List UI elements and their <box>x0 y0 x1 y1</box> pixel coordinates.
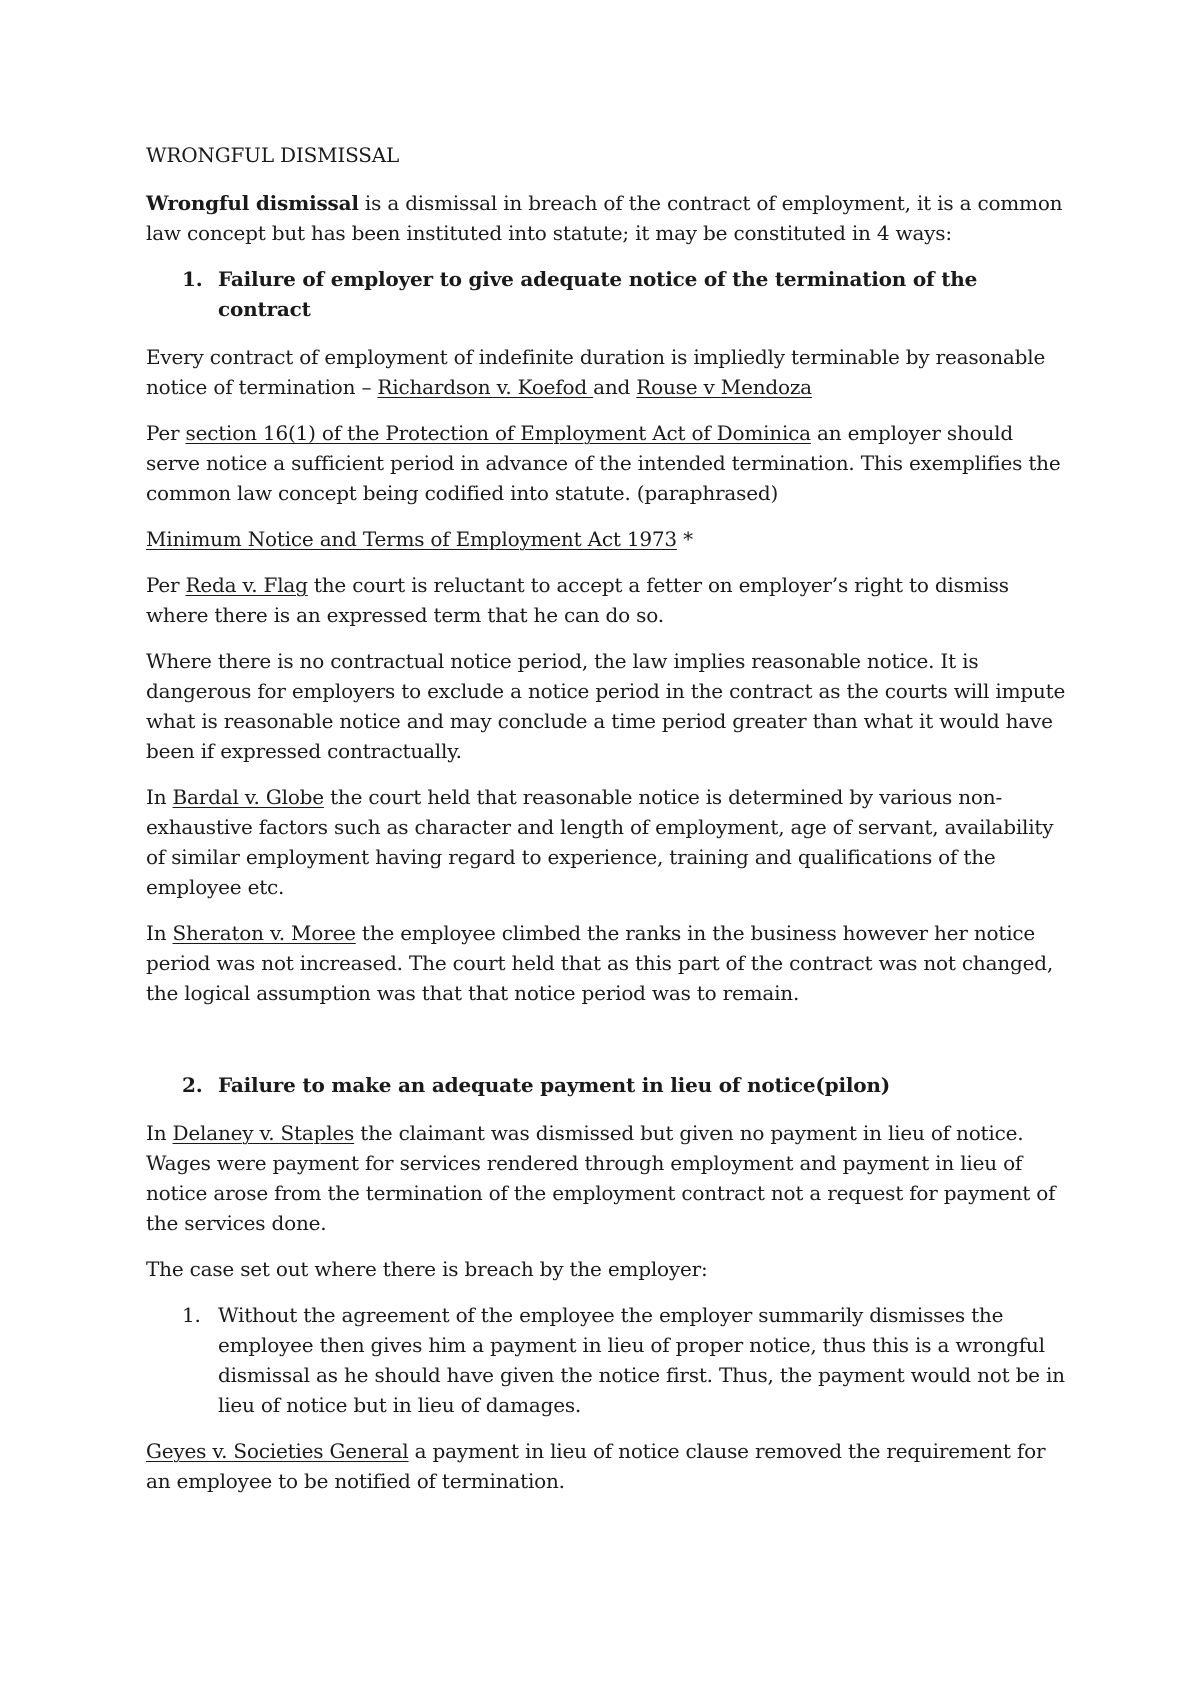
document-title: WRONGFUL DISMISSAL <box>146 143 400 167</box>
case-sheraton-v-moree: Sheraton v. Moree <box>172 921 356 945</box>
paragraph-text: the court held that reasonable notice is determined by various non-exhaustive factors such as character and length of employment, age of servant, availability of similar employment having regard to experience, training and qualifications of the employee etc. <box>146 785 1054 899</box>
section-1-heading-text: Failure of employer to give adequate notice of the termination of the contract <box>218 267 978 321</box>
in-text: In <box>146 1121 173 1145</box>
section-2-number: 2. <box>182 1073 203 1097</box>
section-2-paragraph-1 <box>146 1118 1066 1238</box>
section-1-paragraph-4 <box>146 570 1066 630</box>
blank-spacer <box>146 1024 1066 1070</box>
conjunction-text: and <box>593 375 637 399</box>
section-2-paragraph-2: The case set out where there is breach by the employer: <box>146 1257 708 1281</box>
section-1-paragraph-1 <box>146 342 1066 402</box>
section-1-paragraph-7 <box>146 918 1066 1008</box>
case-reda-v-flag: Reda v. Flag <box>185 573 308 597</box>
section-1-paragraph-6 <box>146 782 1066 902</box>
case-geyes-v-societies-general: Geyes v. Societies General <box>146 1439 409 1463</box>
case-richardson-v-koefod: Richardson v. Koefod <box>377 375 594 399</box>
paragraph-text: Every contract of employment of indefinite duration is impliedly terminable by reasonable notice of termination – <box>146 345 1046 399</box>
section-1-heading <box>146 264 1066 324</box>
case-rouse-v-mendoza: Rouse v Mendoza <box>636 375 812 399</box>
list-item <box>146 1300 1066 1420</box>
section-1-number: 1. <box>182 267 203 291</box>
list-item-number: 1. <box>182 1303 201 1327</box>
paragraph-text: an employer should serve notice a sufficient period in advance of the intended termination. This exemplifies the common law concept being codified into statute. (paraphrased) <box>146 421 1061 505</box>
asterisk-note: * <box>676 527 693 551</box>
per-text: Per <box>146 421 186 445</box>
case-bardal-v-globe: Bardal v. Globe <box>172 785 324 809</box>
intro-term: Wrongful dismissal <box>146 191 359 215</box>
in-text: In <box>146 921 173 945</box>
list-item-text: Without the agreement of the employee the employer summarily dismisses the employee then gives him a payment in lieu of proper notice, thus this is a wrongful dismissal as he should have given the notice first. Thus, the payment would not be in lieu of notice but in lieu of damages. <box>218 1303 1065 1417</box>
intro-text: is a dismissal in breach of the contract of employment, it is a common law concept but has been instituted into statute; it may be constituted in 4 ways: <box>146 191 1063 245</box>
section-2-heading <box>146 1070 1066 1100</box>
section-2-heading-text: Failure to make an adequate payment in lieu of notice(pilon) <box>218 1073 891 1097</box>
paragraph-text: a payment in lieu of notice clause removed the requirement for an employee to be notified of termination. <box>146 1439 1046 1493</box>
statute-reference: Minimum Notice and Terms of Employment Act 1973 <box>146 527 677 551</box>
paragraph-text: the employee climbed the ranks in the business however her notice period was not increased. The court held that as this part of the contract was not changed, the logical assumption was that that notice period was to remain. <box>146 921 1053 1005</box>
intro-paragraph <box>146 188 1066 248</box>
section-1-paragraph-2 <box>146 418 1066 508</box>
section-2-paragraph-3 <box>146 1436 1066 1496</box>
statute-reference: section 16(1) of the Protection of Employment Act of Dominica <box>185 421 811 445</box>
case-delaney-v-staples: Delaney v. Staples <box>172 1121 355 1145</box>
in-text: In <box>146 785 173 809</box>
document-page <box>146 140 1066 1512</box>
section-1-paragraph-5: Where there is no contractual notice period, the law implies reasonable notice. It is dangerous for employers to exclude a notice period in the contract as the courts will impute what is reasonable notice and may conclude a time period greater than what it would have been if expressed contractually. <box>146 649 1066 763</box>
section-1-paragraph-3 <box>146 524 1066 554</box>
paragraph-text: the claimant was dismissed but given no payment in lieu of notice. Wages were payment for services rendered through employment and payment in lieu of notice arose from the termination of the employment contract not a request for payment of the services done. <box>146 1121 1056 1235</box>
per-text: Per <box>146 573 186 597</box>
paragraph-text: the court is reluctant to accept a fetter on employer’s right to dismiss where there is an expressed term that he can do so. <box>146 573 1009 627</box>
